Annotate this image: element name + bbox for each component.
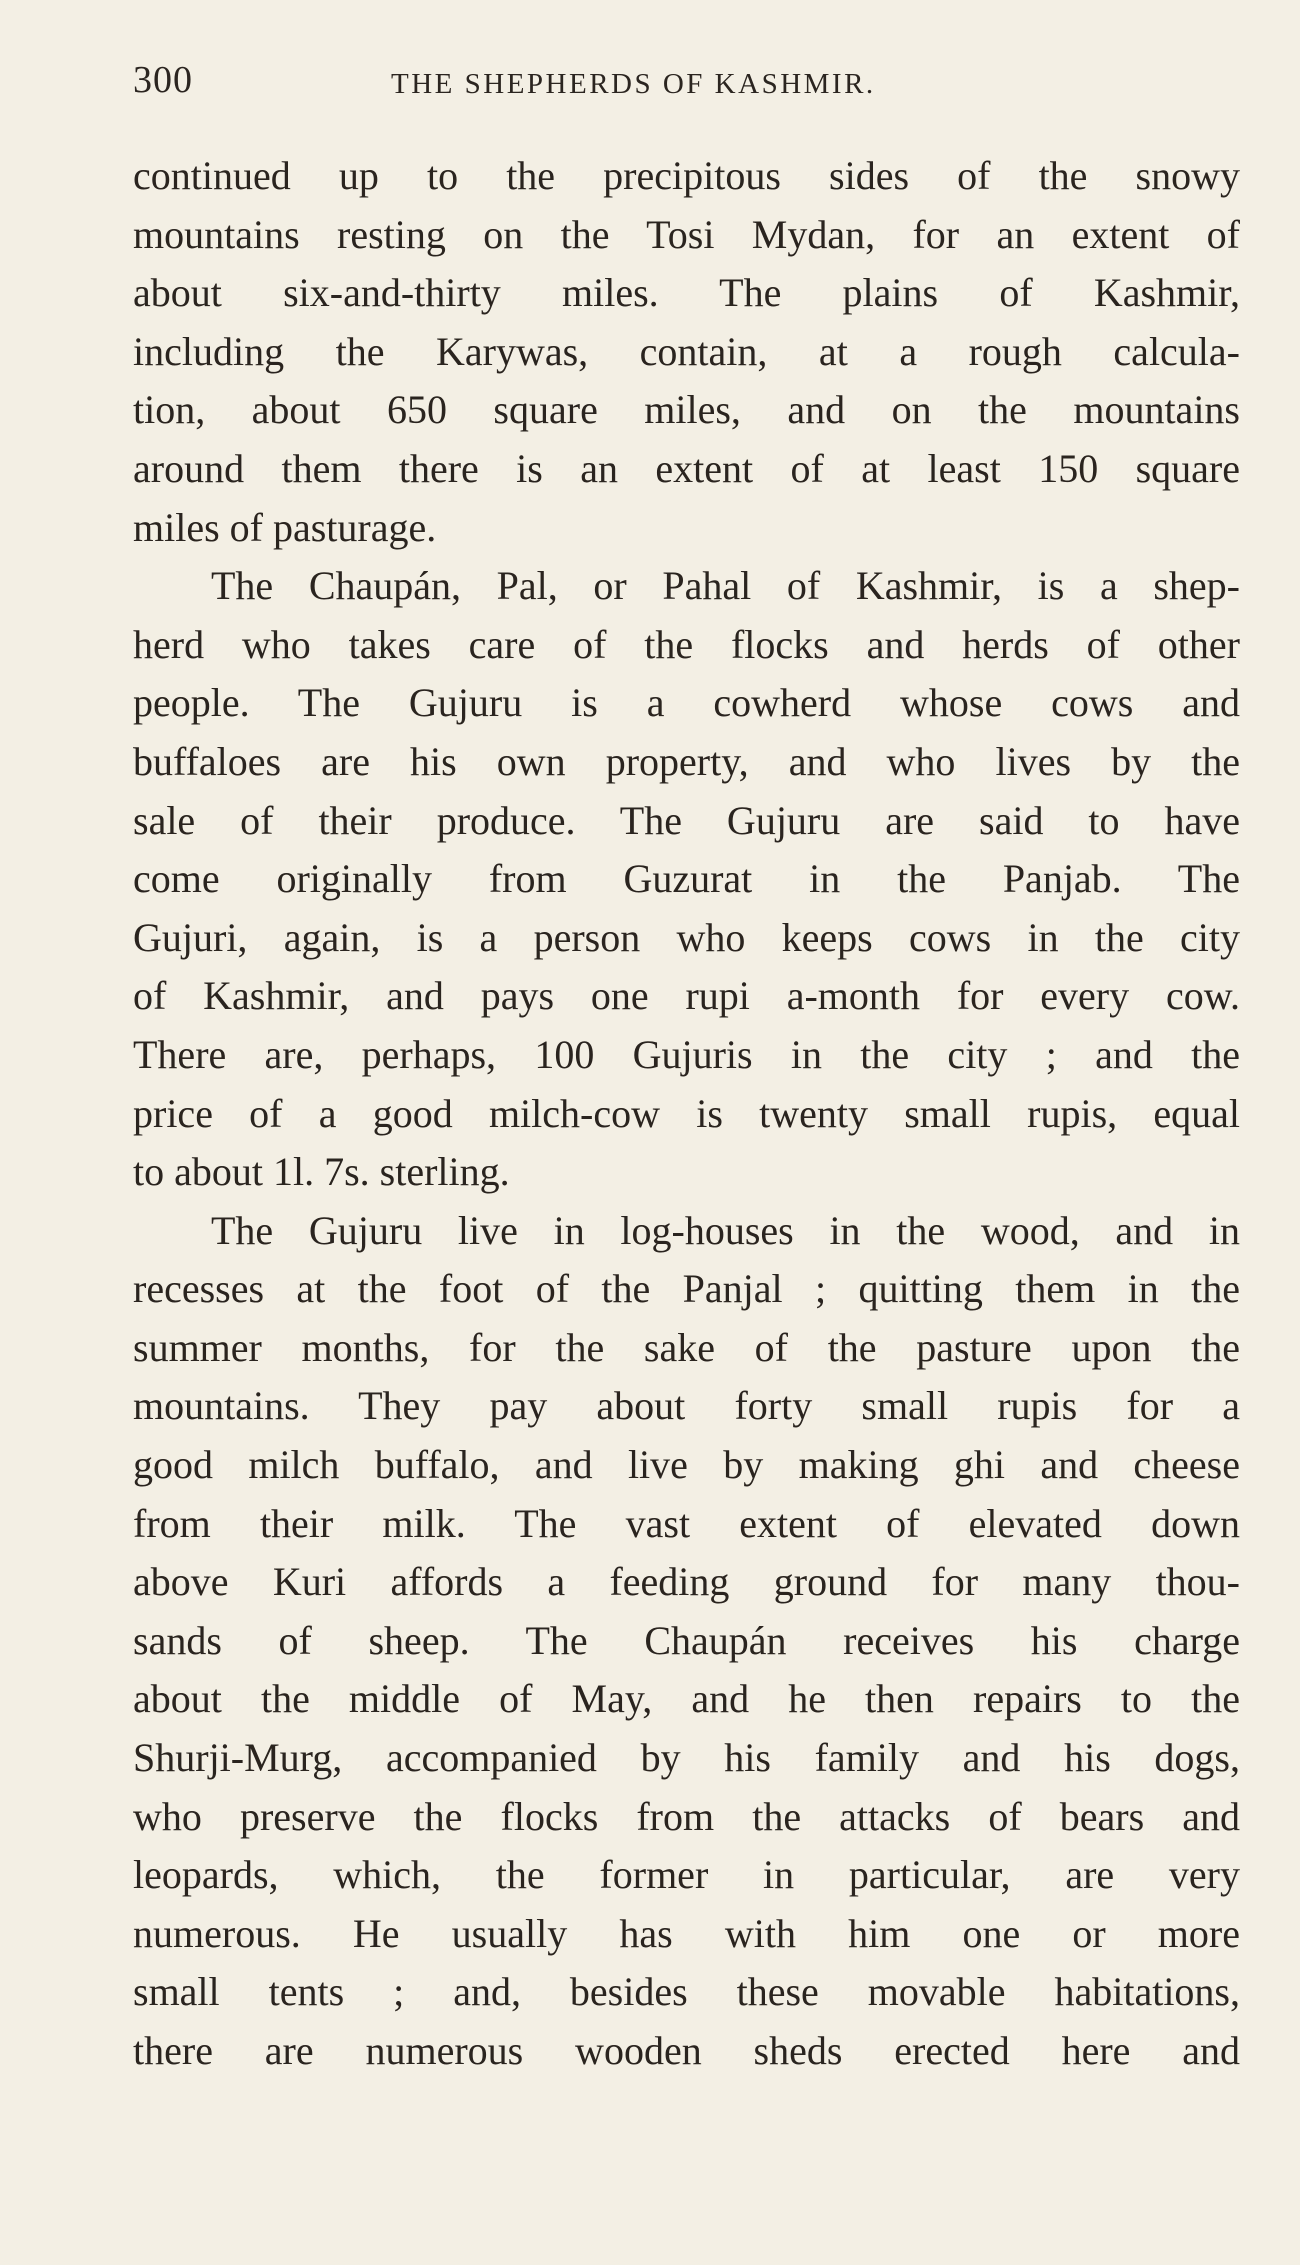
page-header	[133, 58, 1240, 118]
text-line: about six-and-thirty miles. The plains of Kashmir,	[133, 270, 1240, 316]
text-line: come originally from Guzurat in the Panjab. The	[133, 856, 1240, 902]
text-line: small tents ; and, besides these movable habitations,	[133, 1969, 1240, 2015]
text-line: there are numerous wooden sheds erected here and	[133, 2028, 1240, 2073]
text-line: sands of sheep. The Chaupán receives his charge	[133, 1617, 1240, 1663]
running-head: THE SHEPHERDS OF KASHMIR.	[391, 68, 876, 100]
text-line: price of a good milch-cow is twenty small rupis, equal	[133, 1090, 1240, 1136]
text-line: continued up to the precipitous sides of the snowy	[133, 153, 1240, 198]
text-line: of Kashmir, and pays one rupi a-month for every cow.	[133, 973, 1240, 1019]
text-line: miles of pasturage.	[133, 504, 437, 550]
text-line: sale of their produce. The Gujuru are said to have	[133, 797, 1240, 843]
text-line: Shurji-Murg, accompanied by his family and his dogs,	[133, 1735, 1240, 1781]
text-line: leopards, which, the former in particular, are very	[133, 1852, 1240, 1898]
text-line: summer months, for the sake of the pasture upon the	[133, 1324, 1240, 1370]
text-line: tion, about 650 square miles, and on the mountains	[133, 387, 1240, 433]
text-line: above Kuri affords a feeding ground for many thou-	[133, 1559, 1240, 1605]
page-number: 300	[133, 59, 193, 101]
text-line: numerous. He usually has with him one or more	[133, 1910, 1240, 1956]
text-line: Gujuri, again, is a person who keeps cows in the city	[133, 914, 1240, 960]
text-line: There are, perhaps, 100 Gujuris in the city ; and the	[133, 1031, 1240, 1077]
text-line: mountains. They pay about forty small rupis for a	[133, 1383, 1240, 1429]
text-line: The Gujuru live in log-houses in the wood, and in	[211, 1207, 1240, 1253]
text-line: mountains resting on the Tosi Mydan, for an extent of	[133, 211, 1240, 257]
text-line: about the middle of May, and he then repairs to the	[133, 1676, 1240, 1722]
text-line: to about 1l. 7s. sterling.	[133, 1149, 510, 1195]
text-line: good milch buffalo, and live by making ghi and cheese	[133, 1442, 1240, 1488]
text-line: around them there is an extent of at least 150 square	[133, 445, 1240, 491]
text-line: The Chaupán, Pal, or Pahal of Kashmir, is a shep-	[211, 563, 1240, 609]
text-line: buffaloes are his own property, and who lives by the	[133, 738, 1240, 784]
text-line: people. The Gujuru is a cowherd whose cows and	[133, 680, 1240, 726]
text-line: recesses at the foot of the Panjal ; quitting them in the	[133, 1266, 1240, 1312]
text-line: herd who takes care of the flocks and herds of other	[133, 621, 1240, 667]
text-line: including the Karywas, contain, at a rough calcula-	[133, 328, 1240, 374]
body-text	[133, 147, 1240, 2081]
text-line: who preserve the flocks from the attacks of bears and	[133, 1793, 1240, 1839]
text-line: from their milk. The vast extent of elevated down	[133, 1500, 1240, 1546]
